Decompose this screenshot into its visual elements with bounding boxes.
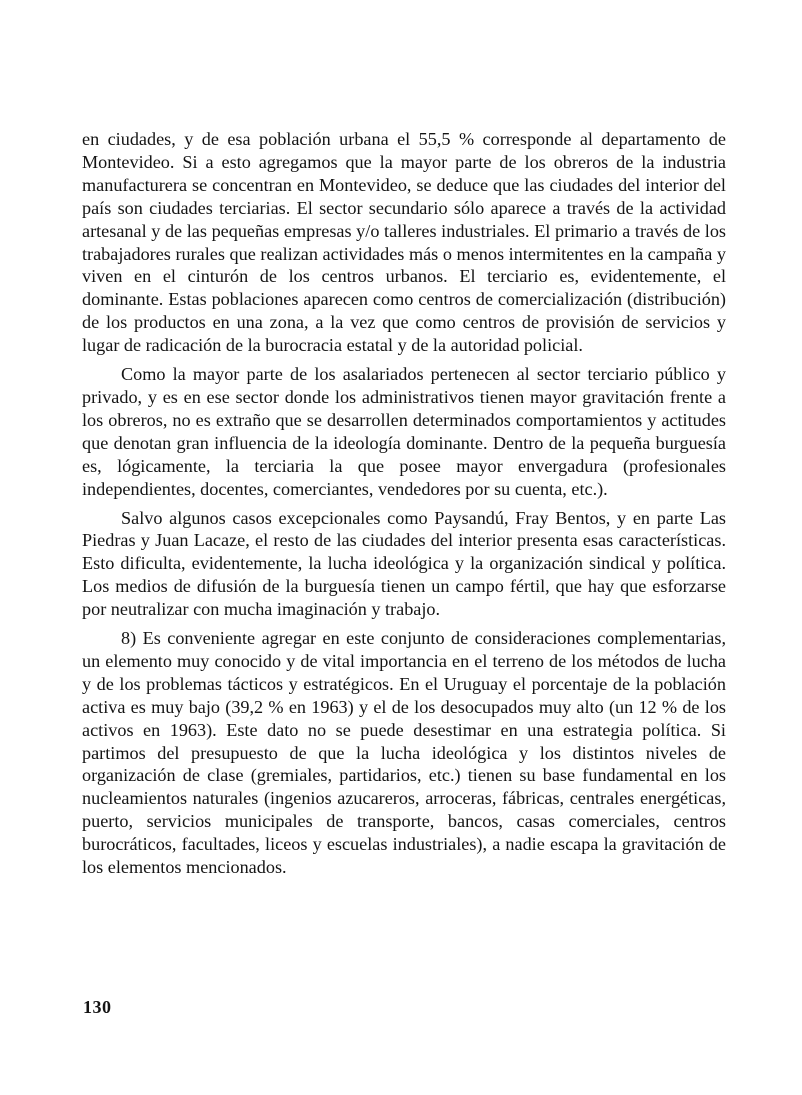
book-page: [82, 128, 726, 879]
paragraph-asalariados: Como la mayor parte de los asalariados pertenecen al sector terciario público y privado, y es en ese sector donde los administrativos tienen mayor gravitación frente a los obreros, no es extraño que se desarrollen determinados comportamientos y actitudes que denotan gran influencia de la ideología dominante. Dentro de la pequeña burguesía es, lógicamente, la terciaria la que posee mayor envergadura (profesionales independientes, docentes, comerciantes, vendedores por su cuenta, etc.).: [82, 364, 726, 499]
paragraph-point-8: 8) Es conveniente agregar en este conjunto de consideraciones complementarias, un elemento muy conocido y de vital importancia en el terreno de los métodos de lucha y de los problemas tácticos y estratégicos. En el Uruguay el porcentaje de la población activa es muy bajo (39,2 % en 1963) y el de los desocupados muy alto (un 12 % de los activos en 1963). Este dato no se puede desestimar en una estrategia política. Si partimos del presupuesto de que la lucha ideológica y los distintos niveles de organización de clase (gremiales, partidarios, etc.) tienen su base fundamental en los nucleamientos naturales (ingenios azucareros, arroceras, fábricas, centrales energéticas, puerto, servicios municipales de transporte, bancos, casas comerciales, centros burocráticos, facultades, liceos y escuelas industriales), a nadie escapa la gravitación de los elementos mencionados.: [82, 628, 726, 878]
paragraph-ciudades-interior: Salvo algunos casos excepcionales como Paysandú, Fray Bentos, y en parte Las Piedras y Juan Lacaze, el resto de las ciudades del interior presenta esas características. Esto dificulta, evidentemente, la lucha ideológica y la organización sindical y política. Los medios de difusión de la burguesía tienen un campo fértil, que hay que esforzarse por neutralizar con mucha imaginación y trabajo.: [82, 507, 726, 620]
paragraph-continuation: en ciudades, y de esa población urbana el 55,5 % corresponde al departamento de Montevideo. Si a esto agregamos que la mayor parte de los obreros de la industria manufacturera se concentran en Montevideo, se deduce que las ciudades del interior del país son ciudades terciarias. El sector secundario sólo aparece a través de la actividad artesanal y de las pequeñas empresas y/o talleres industriales. El primario a través de los trabajadores rurales que realizan actividades más o menos intermitentes en la campaña y viven en el cinturón de los centros urbanos. El terciario es, evidentemente, el dominante. Estas poblaciones aparecen como centros de comercialización (distribución) de los productos en una zona, a la vez que como centros de provisión de servicios y lugar de radicación de la burocracia estatal y de la autoridad policial.: [82, 129, 726, 356]
page-number: 130: [83, 997, 112, 1017]
